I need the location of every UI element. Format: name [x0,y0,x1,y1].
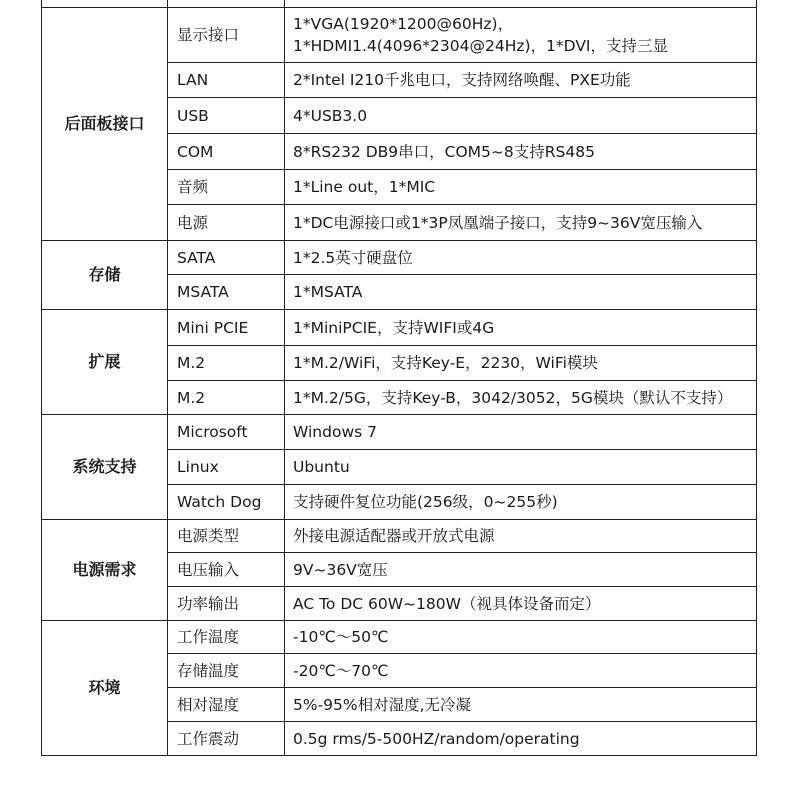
value-text: 2*Intel I210千兆电口，支持网络唤醒、PXE功能 [293,71,631,89]
item-cell: Microsoft [168,415,285,450]
value-cell [285,346,757,381]
value-text: Windows 7 [293,423,377,441]
value-text: 外接电源适配器或开放式电源 [293,527,495,545]
item-cell: Mini PCIE [168,310,285,346]
item-cell: MSATA [168,275,285,310]
value-text: 1*M.2/5G，支持Key-B，3042/3052，5G模块（默认不支持） [293,388,733,407]
item-cell: M.2 [168,381,285,415]
table-row [42,621,757,654]
value-cell [285,688,757,722]
item-cell: 电源类型 [168,520,285,553]
item-cell: 存储温度 [168,654,285,688]
table-row [42,0,757,8]
value-cell [285,485,757,520]
value-cell [285,8,757,63]
spec-table [41,0,757,756]
item-cell: M.2 [168,346,285,381]
item-cell: 相对湿度 [168,688,285,722]
value-cell [285,63,757,98]
item-cell: 显示接口 [168,8,285,63]
value-cell [285,654,757,688]
value-text: 支持硬件复位功能(256级，0~255秒) [293,493,558,511]
table-row [42,520,757,553]
item-cell: 功率输出 [168,587,285,621]
value-cell [285,520,757,553]
item-cell [168,0,285,8]
value-text: 1*MiniPCIE，支持WIFI或4G [293,318,495,337]
value-cell [285,134,757,170]
value-text: 4*USB3.0 [293,106,368,125]
item-cell: USB [168,98,285,134]
value-text: -20℃～70℃ [293,661,389,680]
value-cell [285,415,757,450]
category-cell: 环境 [42,621,168,756]
value-text: -10℃～50℃ [293,628,389,646]
value-text: 1*DC电源接口或1*3P凤凰端子接口，支持9~36V宽压输入 [293,213,703,232]
category-cell: 系统支持 [42,415,168,520]
value-cell [285,241,757,275]
value-cell [285,553,757,587]
value-cell [285,170,757,205]
value-text: 1*2.5英寸硬盘位 [293,248,413,267]
item-cell: Linux [168,450,285,485]
value-text: 0.5g rms/5-500HZ/random/operating [293,729,580,748]
value-text: 9V~36V宽压 [293,560,388,579]
value-cell [285,205,757,241]
value-text: 1*Line out，1*MIC [293,178,436,196]
value-cell [285,310,757,346]
item-cell: COM [168,134,285,170]
item-cell: 工作温度 [168,621,285,654]
table-row [42,241,757,275]
category-cell: 后面板接口 [42,8,168,241]
item-cell: Watch Dog [168,485,285,520]
value-text: 5%-95%相对湿度,无冷凝 [293,695,472,714]
value-cell [285,450,757,485]
value-text: 8*RS232 DB9串口，COM5~8支持RS485 [293,142,595,161]
spec-table-body [42,0,757,756]
item-cell: LAN [168,63,285,98]
item-cell: 工作震动 [168,722,285,756]
value-text: AC To DC 60W~180W（视具体设备而定） [293,594,601,613]
category-cell [42,0,168,8]
item-cell: 电源 [168,205,285,241]
value-cell [285,275,757,310]
table-row [42,8,757,63]
item-cell: 电压输入 [168,553,285,587]
value-text: Ubuntu [293,458,350,476]
value-text: 1*VGA(1920*1200@60Hz)， [293,15,514,33]
value-cell [285,621,757,654]
category-cell: 电源需求 [42,520,168,621]
value-cell [285,587,757,621]
table-row [42,415,757,450]
value-cell [285,98,757,134]
value-text: 1*MSATA [293,283,363,301]
item-cell: SATA [168,241,285,275]
category-cell: 扩展 [42,310,168,415]
item-cell: 音频 [168,170,285,205]
value-text: 1*M.2/WiFi，支持Key-E，2230，WiFi模块 [293,354,598,372]
table-row [42,310,757,346]
category-cell: 存储 [42,241,168,310]
value-cell [285,0,757,8]
value-text-line2: 1*HDMI1.4(4096*2304@24Hz)，1*DVI，支持三显 [293,37,668,55]
value-cell [285,381,757,415]
value-cell [285,722,757,756]
